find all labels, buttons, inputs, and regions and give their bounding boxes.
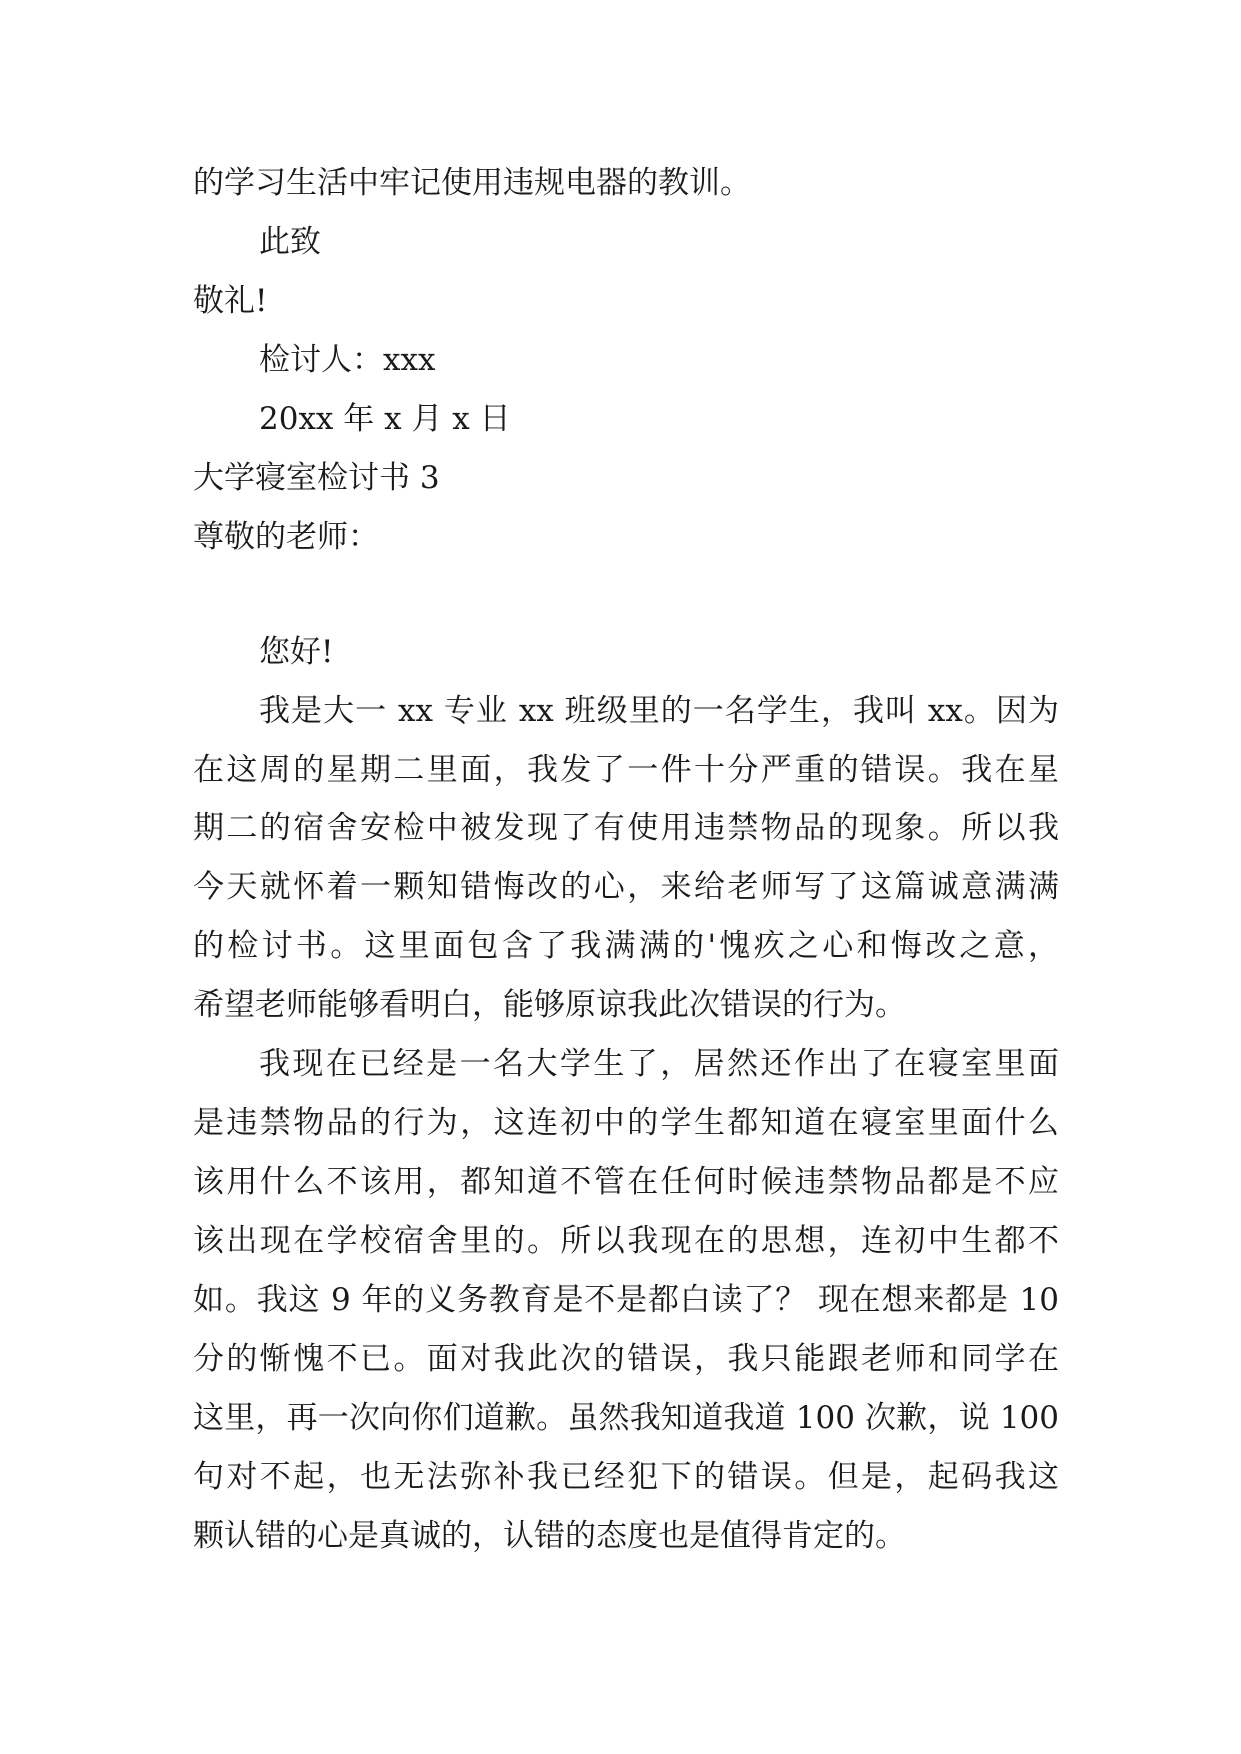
section-title: 大学寝室检讨书 3 (193, 460, 440, 496)
letter-greeting: 尊敬的老师： (193, 519, 379, 555)
paragraph-line: 这里，再一次向你们道歉。虽然我知道我道 100 次歉，说 100 (193, 1400, 1059, 1436)
paragraph-line: 我现在已经是一名大学生了，居然还作出了在寝室里面 (259, 1046, 1059, 1082)
text-line: 的学习生活中牢记使用违规电器的教训。 (193, 165, 751, 201)
paragraph-line: 如。我这 9 年的义务教育是不是都白读了？ 现在想来都是 10 (193, 1282, 1059, 1318)
salutation-closing: 此致 (259, 224, 321, 260)
paragraph-line: 我是大一 xx 专业 xx 班级里的一名学生，我叫 xx。因为 (259, 693, 1059, 729)
paragraph-line: 颗认错的心是真诚的，认错的态度也是值得肯定的。 (193, 1518, 906, 1554)
paragraph-line: 今天就怀着一颗知错悔改的心，来给老师写了这篇诚意满满 (193, 869, 1059, 905)
paragraph-line: 希望老师能够看明白，能够原谅我此次错误的行为。 (193, 987, 906, 1023)
paragraph-line: 句对不起，也无法弥补我已经犯下的错误。但是，起码我这 (193, 1459, 1059, 1495)
signature-author: 检讨人：xxx (259, 342, 436, 378)
paragraph-line: 该用什么不该用，都知道不管在任何时候违禁物品都是不应 (193, 1164, 1059, 1200)
paragraph-line: 是违禁物品的行为，这连初中的学生都知道在寝室里面什么 (193, 1105, 1059, 1141)
paragraph-line: 分的惭愧不已。面对我此次的错误，我只能跟老师和同学在 (193, 1341, 1059, 1377)
paragraph-line: 该出现在学校宿舍里的。所以我现在的思想，连初中生都不 (193, 1223, 1059, 1259)
paragraph-line: 的检讨书。这里面包含了我满满的'愧疚之心和悔改之意， (193, 928, 1059, 964)
paragraph-line: 在这周的星期二里面，我发了一件十分严重的错误。我在星 (193, 752, 1059, 788)
signature-date: 20xx 年 x 月 x 日 (259, 401, 511, 437)
salutation-regards: 敬礼! (193, 283, 268, 319)
paragraph-line: 期二的宿舍安检中被发现了有使用违禁物品的现象。所以我 (193, 810, 1059, 846)
letter-hello: 您好! (259, 634, 334, 670)
